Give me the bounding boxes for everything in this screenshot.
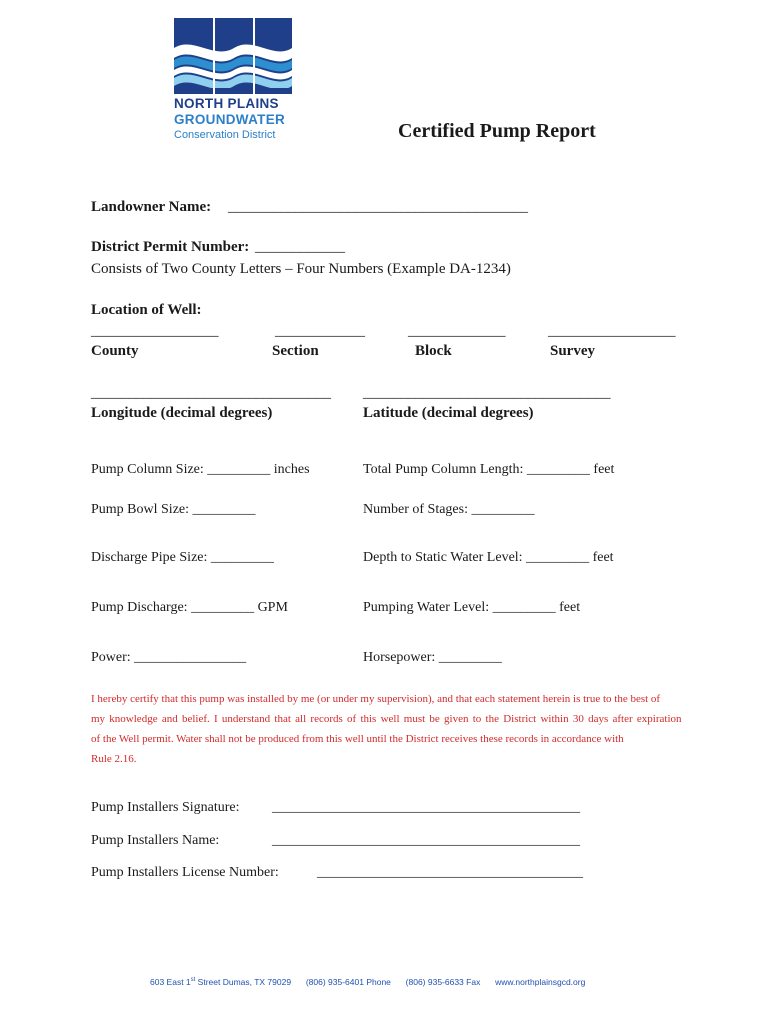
- latitude-label: Latitude (decimal degrees): [363, 405, 534, 421]
- landowner-label: Landowner Name:: [91, 199, 212, 215]
- discharge-pipe-size-field[interactable]: Discharge Pipe Size: _________: [91, 550, 274, 565]
- certification-line-4: Rule 2.16.: [91, 753, 137, 765]
- certification-line-3: of the Well permit. Water shall not be produced from this well until the District receives these records in accordance with: [91, 733, 624, 745]
- location-label: Location of Well:: [91, 302, 202, 318]
- installer-name-label: Pump Installers Name:: [91, 833, 220, 848]
- longitude-field[interactable]: ________________________________: [91, 385, 331, 401]
- section-label: Section: [272, 343, 319, 359]
- pump-bowl-size-field[interactable]: Pump Bowl Size: _________: [91, 502, 256, 517]
- footer-fax: (806) 935-6633 Fax: [405, 977, 481, 987]
- logo-line-2: GROUNDWATER: [174, 112, 286, 127]
- installer-signature-field[interactable]: ____________________________________________: [272, 800, 580, 815]
- footer-website-link[interactable]: www.northplainsgcd.org: [495, 977, 586, 987]
- document-title: Certified Pump Report: [398, 120, 596, 142]
- survey-field[interactable]: _________________: [548, 323, 676, 339]
- pump-column-size-field[interactable]: Pump Column Size: _________ inches: [91, 462, 310, 477]
- total-pump-column-length-field[interactable]: Total Pump Column Length: _________ feet: [363, 462, 615, 477]
- permit-field[interactable]: ____________: [255, 239, 345, 255]
- horsepower-field[interactable]: Horsepower: _________: [363, 650, 502, 665]
- pumping-water-level-field[interactable]: Pumping Water Level: _________ feet: [363, 600, 581, 615]
- footer: [150, 977, 585, 987]
- latitude-field[interactable]: _________________________________: [363, 385, 611, 401]
- permit-note: Consists of Two County Letters – Four Numbers (Example DA-1234): [91, 261, 511, 277]
- number-of-stages-field[interactable]: Number of Stages: _________: [363, 502, 535, 517]
- logo-line-1: NORTH PLAINS: [174, 96, 279, 111]
- certification-line-1: I hereby certify that this pump was installed by me (or under my supervision), and that each statement herein is true to the best of: [91, 693, 661, 705]
- longitude-label: Longitude (decimal degrees): [91, 405, 273, 421]
- district-logo: [172, 18, 292, 140]
- permit-label: District Permit Number:: [91, 239, 250, 255]
- county-field[interactable]: _________________: [91, 323, 219, 339]
- block-label: Block: [415, 343, 452, 359]
- logo-line-3: Conservation District: [174, 129, 276, 141]
- section-field[interactable]: ____________: [275, 323, 365, 339]
- certification-line-2: my knowledge and belief. I understand that all records of this well must be given to the District within 30 days after expiration: [91, 713, 682, 725]
- survey-label: Survey: [550, 343, 595, 359]
- footer-phone: (806) 935-6401 Phone: [305, 977, 391, 987]
- depth-to-static-field[interactable]: Depth to Static Water Level: _________ feet: [363, 550, 614, 565]
- installer-license-label: Pump Installers License Number:: [91, 865, 279, 880]
- pump-discharge-field[interactable]: Pump Discharge: _________ GPM: [91, 600, 288, 615]
- installer-name-field[interactable]: ____________________________________________: [272, 833, 580, 848]
- landowner-field[interactable]: ________________________________________: [228, 199, 528, 215]
- county-label: County: [91, 343, 139, 359]
- installer-signature-label: Pump Installers Signature:: [91, 800, 240, 815]
- block-field[interactable]: _____________: [408, 323, 506, 339]
- water-waves-logo-icon: [174, 18, 292, 94]
- power-field[interactable]: Power: ________________: [91, 650, 247, 665]
- footer-address: 603 East 1st Street Dumas, TX 79029: [150, 977, 292, 987]
- installer-license-field[interactable]: ______________________________________: [317, 865, 583, 880]
